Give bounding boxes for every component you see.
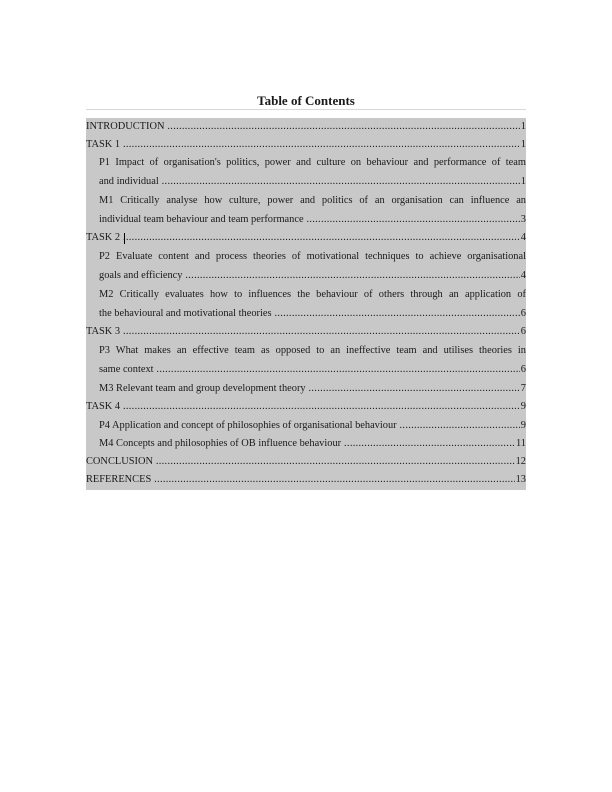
toc-entry-p3[interactable]: P3 What makes an effective team as opposed to an ineffective team and utilises theories in [99, 345, 526, 356]
toc-page-number: 9 [520, 398, 526, 416]
toc-page-number: 9 [520, 417, 526, 435]
toc-entry-p4[interactable]: P4 Application and concept of philosophies of organisational behaviour ..... 9 [99, 417, 526, 435]
toc-entry-p3-cont[interactable]: same context ..... 6 [99, 361, 526, 379]
toc-entry-m4[interactable]: M4 Concepts and philosophies of OB influence behaviour ..... 11 [99, 435, 526, 453]
toc-page-number: 13 [515, 471, 526, 489]
toc-entry-task-4[interactable]: TASK 4 ..... 9 [86, 398, 526, 416]
toc-entry-m3[interactable]: M3 Relevant team and group development theory ..... 7 [99, 380, 526, 398]
toc-page-number: 1 [520, 118, 526, 136]
toc-entry-p1-cont[interactable]: and individual ..... 1 [99, 173, 526, 191]
toc-entry-task-1[interactable]: TASK 1 ..... 1 [86, 136, 526, 154]
toc-entry-references[interactable]: REFERENCES ..... 13 [86, 471, 526, 489]
toc-page-number: 4 [520, 229, 526, 247]
toc-page-number: 1 [520, 136, 526, 154]
toc-entry-m1-cont[interactable]: individual team behaviour and team performance ..... 3 [99, 211, 526, 229]
toc-field[interactable] [86, 118, 526, 490]
toc-page-number: 3 [520, 211, 526, 229]
toc-title: Table of Contents [257, 93, 355, 108]
toc-entry-m1[interactable]: M1 Critically analyse how culture, power and politics of an organisation can influence an [99, 195, 526, 206]
toc-entry-task-2[interactable]: TASK 2 ..... 4 [86, 229, 526, 247]
toc-page-number: 6 [520, 323, 526, 341]
toc-page-number: 12 [515, 453, 526, 471]
toc-entry-m2[interactable]: M2 Critically evaluates how to influences the behaviour of others through an application of [99, 289, 526, 300]
toc-entry-m2-cont[interactable]: the behavioural and motivational theories ..... 6 [99, 305, 526, 323]
toc-entry-p2-cont[interactable]: goals and efficiency ..... 4 [99, 267, 526, 285]
toc-page-number: 1 [520, 173, 526, 191]
toc-entry-introduction[interactable]: INTRODUCTION ..... 1 [86, 118, 526, 136]
toc-entry-p1[interactable]: P1 Impact of organisation's politics, power and culture on behaviour and performance of team [99, 157, 526, 168]
toc-entry-task-3[interactable]: TASK 3 ..... 6 [86, 323, 526, 341]
toc-page-number: 7 [520, 380, 526, 398]
title-divider [86, 109, 526, 110]
toc-entry-conclusion[interactable]: CONCLUSION ..... 12 [86, 453, 526, 471]
toc-page-number: 11 [515, 435, 526, 453]
toc-page-number: 6 [520, 361, 526, 379]
toc-entry-p2[interactable]: P2 Evaluate content and process theories of motivational techniques to achieve organisational [99, 251, 526, 262]
text-cursor [124, 233, 125, 244]
toc-page-number: 6 [520, 305, 526, 323]
toc-page-number: 4 [520, 267, 526, 285]
